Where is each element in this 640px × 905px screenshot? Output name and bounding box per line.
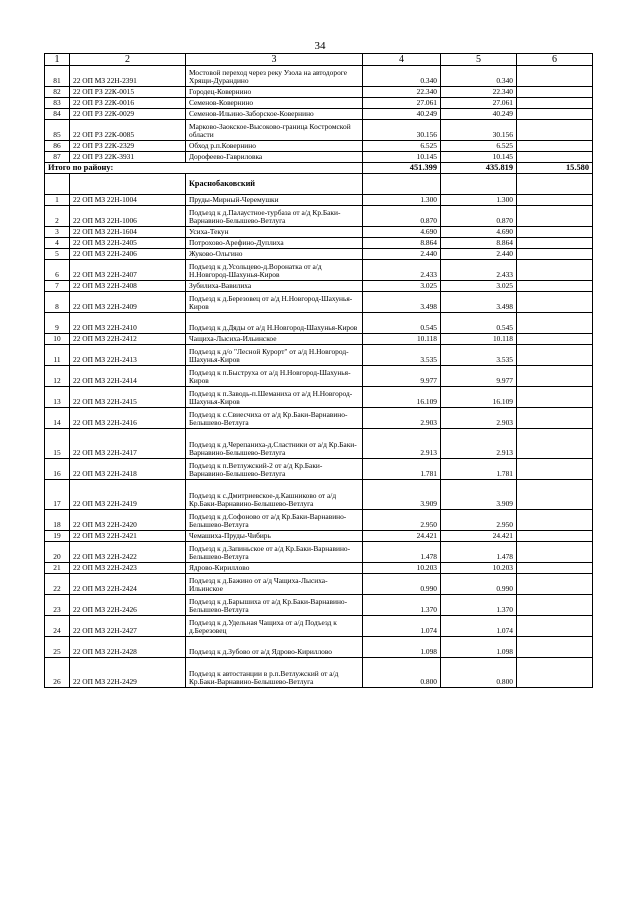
length-col-6 [517,510,593,531]
table-row [45,87,593,98]
length-col-5: 0.800 [441,658,517,688]
table-row [45,595,593,616]
road-code: 22 ОП МЗ 22Н-1604 [70,227,186,238]
length-col-6 [517,563,593,574]
road-code: 22 ОП МЗ 22Н-2418 [70,459,186,480]
road-code: 22 ОП МЗ 22Н-2416 [70,408,186,429]
length-col-4: 4.690 [363,227,441,238]
length-col-5: 2.950 [441,510,517,531]
length-col-5: 10.118 [441,334,517,345]
road-code: 22 ОП РЗ 22К-2329 [70,141,186,152]
road-name: Подъезд к д.Софоново от а/д Кр.Баки-Варнавино-Белышево-Ветлуга [186,510,363,531]
length-col-4: 10.145 [363,152,441,163]
length-col-4: 0.340 [363,66,441,87]
length-col-4: 1.098 [363,637,441,658]
row-number: 15 [45,429,70,459]
road-name: Подъезд к д.Зубово от а/д Ядрово-Кириллово [186,637,363,658]
length-col-4: 1.370 [363,595,441,616]
table-row [45,563,593,574]
road-name: Подъезд к д.Удельная Чащиха от а/д Подъезд к д.Березовец [186,616,363,637]
length-col-6 [517,260,593,281]
table-row [45,141,593,152]
road-name: Подъезд к п.Быструха от а/д Н.Новгород-Шахунья-Киров [186,366,363,387]
row-number: 22 [45,574,70,595]
road-code: 22 ОП МЗ 22Н-2421 [70,531,186,542]
length-col-6 [517,480,593,510]
length-col-5: 3.498 [441,292,517,313]
length-col-4: 27.061 [363,98,441,109]
table-row [45,459,593,480]
row-number: 21 [45,563,70,574]
total-label: Итого по району: [45,163,363,174]
row-number: 14 [45,408,70,429]
length-col-6 [517,531,593,542]
road-code: 22 ОП МЗ 22Н-2413 [70,345,186,366]
length-col-4: 1.300 [363,195,441,206]
row-number: 16 [45,459,70,480]
road-code: 22 ОП МЗ 22Н-2423 [70,563,186,574]
length-col-6 [517,238,593,249]
road-name: Подъезд к д.Дяды от а/д Н.Новгород-Шахунья-Киров [186,313,363,334]
header-row [45,54,593,66]
length-col-4: 2.440 [363,249,441,260]
road-name: Чащиха-Лысиха-Ильинское [186,334,363,345]
table-row [45,408,593,429]
district-section-row [45,174,593,195]
length-col-4: 30.156 [363,120,441,141]
road-name: Семенов-Ильино-Заборское-Ковернино [186,109,363,120]
header-col-2: 2 [70,54,186,66]
table-row [45,227,593,238]
row-number: 25 [45,637,70,658]
road-code: 22 ОП МЗ 22Н-2405 [70,238,186,249]
length-col-6 [517,227,593,238]
row-number: 2 [45,206,70,227]
header-col-3: 3 [186,54,363,66]
road-code: 22 ОП МЗ 22Н-1004 [70,195,186,206]
total-col-5: 435.819 [441,163,517,174]
length-col-4: 2.433 [363,260,441,281]
road-code: 22 ОП МЗ 22Н-2426 [70,595,186,616]
row-number: 10 [45,334,70,345]
road-name: Подъезд к с.Дмитриевское-д.Кашниково от а/д Кр.Баки-Варнавино-Белышево-Ветлуга [186,480,363,510]
length-col-4: 10.118 [363,334,441,345]
table-row [45,637,593,658]
length-col-4: 22.340 [363,87,441,98]
length-col-4: 0.545 [363,313,441,334]
table-row [45,616,593,637]
row-number: 13 [45,387,70,408]
row-number: 17 [45,480,70,510]
row-number: 1 [45,195,70,206]
row-number: 20 [45,542,70,563]
row-number: 82 [45,87,70,98]
table-row [45,152,593,163]
empty-cell [517,174,593,195]
length-col-6 [517,366,593,387]
road-code: 22 ОП РЗ 22К-3931 [70,152,186,163]
length-col-5: 6.525 [441,141,517,152]
length-col-5: 9.977 [441,366,517,387]
length-col-5: 27.061 [441,98,517,109]
row-number: 81 [45,66,70,87]
length-col-6 [517,292,593,313]
length-col-6 [517,313,593,334]
road-code: 22 ОП РЗ 22К-0016 [70,98,186,109]
table-row [45,98,593,109]
table-row [45,109,593,120]
road-code: 22 ОП МЗ 22Н-2410 [70,313,186,334]
header-col-4: 4 [363,54,441,66]
length-col-6 [517,152,593,163]
row-number: 5 [45,249,70,260]
empty-cell [45,174,70,195]
table-row [45,292,593,313]
road-name: Подъезд к п.Ветлужский-2 от а/д Кр.Баки-Варнавино-Белышево-Ветлуга [186,459,363,480]
road-name: Подъезд к д/о "Лесной Курорт" от а/д Н.Новгород-Шахунья-Киров [186,345,363,366]
length-col-5: 2.440 [441,249,517,260]
road-code: 22 ОП РЗ 22К-0029 [70,109,186,120]
road-code: 22 ОП МЗ 22Н-2415 [70,387,186,408]
length-col-5: 0.545 [441,313,517,334]
length-col-4: 2.903 [363,408,441,429]
row-number: 11 [45,345,70,366]
length-col-4: 10.203 [363,563,441,574]
empty-cell [363,174,441,195]
row-number: 8 [45,292,70,313]
length-col-6 [517,658,593,688]
table-row [45,66,593,87]
table-row [45,366,593,387]
road-name: Подъезд к д.Запиньское от а/д Кр.Баки-Варнавино-Белышево-Ветлуга [186,542,363,563]
length-col-4: 0.990 [363,574,441,595]
table-row [45,313,593,334]
length-col-5: 24.421 [441,531,517,542]
length-col-6 [517,87,593,98]
row-number: 12 [45,366,70,387]
length-col-5: 2.903 [441,408,517,429]
road-name: Потрохово-Арефино-Дуплиха [186,238,363,249]
table-row [45,334,593,345]
road-name: Подъезд к автостанции в р.п.Ветлужский от а/д Кр.Баки-Варнавино-Белышево-Ветлуга [186,658,363,688]
length-col-4: 24.421 [363,531,441,542]
table-row [45,658,593,688]
road-name: Семенов-Ковернино [186,98,363,109]
row-number: 84 [45,109,70,120]
row-number: 23 [45,595,70,616]
road-name: Подъезд к д.Бажино от а/д Чащиха-Лысиха-Ильинское [186,574,363,595]
table-row [45,260,593,281]
header-col-1: 1 [45,54,70,66]
length-col-5: 0.870 [441,206,517,227]
table-row [45,531,593,542]
length-col-4: 2.913 [363,429,441,459]
length-col-5: 10.145 [441,152,517,163]
length-col-6 [517,616,593,637]
length-col-5: 8.864 [441,238,517,249]
row-number: 19 [45,531,70,542]
length-col-4: 3.498 [363,292,441,313]
length-col-5: 3.535 [441,345,517,366]
row-number: 18 [45,510,70,531]
road-code: 22 ОП МЗ 22Н-2429 [70,658,186,688]
length-col-6 [517,345,593,366]
road-code: 22 ОП МЗ 22Н-2408 [70,281,186,292]
road-code: 22 ОП МЗ 22Н-2420 [70,510,186,531]
table-row [45,542,593,563]
row-number: 4 [45,238,70,249]
table-row [45,281,593,292]
length-col-5: 1.781 [441,459,517,480]
row-number: 83 [45,98,70,109]
road-name: Усиха-Текун [186,227,363,238]
length-col-5: 1.098 [441,637,517,658]
length-col-5: 0.340 [441,66,517,87]
length-col-6 [517,542,593,563]
total-col-4: 451.399 [363,163,441,174]
table-row [45,238,593,249]
road-code: 22 ОП РЗ 22К-0015 [70,87,186,98]
length-col-6 [517,98,593,109]
road-code: 22 ОП МЗ 22Н-2414 [70,366,186,387]
length-col-5: 40.249 [441,109,517,120]
road-name: Ядрово-Кириллово [186,563,363,574]
length-col-4: 3.909 [363,480,441,510]
row-number: 85 [45,120,70,141]
length-col-6 [517,637,593,658]
header-col-6: 6 [517,54,593,66]
length-col-5: 22.340 [441,87,517,98]
length-col-6 [517,387,593,408]
road-name: Марково-Заокское-Высоково-граница Костромской области [186,120,363,141]
length-col-4: 1.478 [363,542,441,563]
length-col-6 [517,408,593,429]
empty-cell [441,174,517,195]
length-col-6 [517,109,593,120]
total-col-6: 15.580 [517,163,593,174]
table-row [45,480,593,510]
road-code: 22 ОП МЗ 22Н-2422 [70,542,186,563]
road-code: 22 ОП МЗ 22Н-2427 [70,616,186,637]
table-row [45,206,593,227]
district-total-row [45,163,593,174]
length-col-6 [517,281,593,292]
road-name: Подъезд к д.Усольцево-д.Воронатка от а/д Н.Новгород-Шахунья-Киров [186,260,363,281]
table-row [45,120,593,141]
length-col-4: 40.249 [363,109,441,120]
length-col-4: 2.950 [363,510,441,531]
table-row [45,195,593,206]
table-row [45,429,593,459]
road-name: Обход р.п.Ковернино [186,141,363,152]
length-col-5: 0.990 [441,574,517,595]
road-name: Подъезд к д.Березовец от а/д Н.Новгород-Шахунья-Киров [186,292,363,313]
roads-table-body [45,54,593,688]
row-number: 3 [45,227,70,238]
length-col-4: 8.864 [363,238,441,249]
road-name: Мостовой переход через реку Узола на автодороге Хрящи-Дурандино [186,66,363,87]
length-col-4: 0.870 [363,206,441,227]
table-row [45,387,593,408]
empty-cell [70,174,186,195]
row-number: 6 [45,260,70,281]
page-number: 34 [314,40,326,52]
length-col-5: 2.433 [441,260,517,281]
length-col-6 [517,249,593,260]
road-name: Подъезд к п.Заводь-п.Шеманиха от а/д Н.Новгород-Шахунья-Киров [186,387,363,408]
length-col-6 [517,574,593,595]
road-code: 22 ОП МЗ 22Н-2406 [70,249,186,260]
length-col-5: 3.025 [441,281,517,292]
length-col-5: 2.913 [441,429,517,459]
road-name: Чемашиха-Пруды-Чибирь [186,531,363,542]
length-col-5: 1.478 [441,542,517,563]
roads-table [44,53,593,688]
row-number: 7 [45,281,70,292]
length-col-5: 1.074 [441,616,517,637]
length-col-6 [517,120,593,141]
length-col-6 [517,429,593,459]
road-name: Подъезд к с.Свиесчиха от а/д Кр.Баки-Варнавино-Белышево-Ветлуга [186,408,363,429]
row-number: 9 [45,313,70,334]
length-col-6 [517,206,593,227]
length-col-4: 1.074 [363,616,441,637]
road-code: 22 ОП МЗ 22Н-2424 [70,574,186,595]
length-col-4: 0.800 [363,658,441,688]
road-name: Подъезд к д.Барышиха от а/д Кр.Баки-Варнавино-Белышево-Ветлуга [186,595,363,616]
road-code: 22 ОП МЗ 22Н-2391 [70,66,186,87]
row-number: 86 [45,141,70,152]
length-col-6 [517,595,593,616]
length-col-4: 3.535 [363,345,441,366]
length-col-5: 1.370 [441,595,517,616]
length-col-4: 6.525 [363,141,441,152]
road-code: 22 ОП МЗ 22Н-2407 [70,260,186,281]
road-name: Городец-Ковернино [186,87,363,98]
table-row [45,574,593,595]
length-col-6 [517,195,593,206]
row-number: 26 [45,658,70,688]
road-code: 22 ОП МЗ 22Н-2417 [70,429,186,459]
road-code: 22 ОП РЗ 22К-0085 [70,120,186,141]
length-col-6 [517,459,593,480]
road-name: Жуково-Ольгино [186,249,363,260]
road-name: Подъезд к д.Черепаниха-д.Сластники от а/д Кр.Баки-Варнавино-Белышево-Ветлуга [186,429,363,459]
length-col-4: 9.977 [363,366,441,387]
road-code: 22 ОП МЗ 22Н-2419 [70,480,186,510]
table-row [45,510,593,531]
header-col-5: 5 [441,54,517,66]
length-col-5: 30.156 [441,120,517,141]
row-number: 87 [45,152,70,163]
district-name: Краснобаковский [186,174,363,195]
road-code: 22 ОП МЗ 22Н-1006 [70,206,186,227]
road-code: 22 ОП МЗ 22Н-2412 [70,334,186,345]
length-col-4: 16.109 [363,387,441,408]
road-name: Пруды-Мирный-Черемушки [186,195,363,206]
length-col-6 [517,141,593,152]
length-col-5: 10.203 [441,563,517,574]
length-col-4: 1.781 [363,459,441,480]
length-col-5: 1.300 [441,195,517,206]
road-code: 22 ОП МЗ 22Н-2428 [70,637,186,658]
row-number: 24 [45,616,70,637]
road-code: 22 ОП МЗ 22Н-2409 [70,292,186,313]
length-col-5: 3.909 [441,480,517,510]
table-row [45,345,593,366]
length-col-5: 16.109 [441,387,517,408]
road-name: Дорофеево-Гавриловка [186,152,363,163]
length-col-5: 4.690 [441,227,517,238]
length-col-6 [517,334,593,345]
length-col-4: 3.025 [363,281,441,292]
road-name: Зубилиха-Вавилиха [186,281,363,292]
length-col-6 [517,66,593,87]
table-row [45,249,593,260]
road-name: Подъезд к д.Палаустное-турбаза от а/д Кр.Баки-Варнавино-Белышево-Ветлуга [186,206,363,227]
